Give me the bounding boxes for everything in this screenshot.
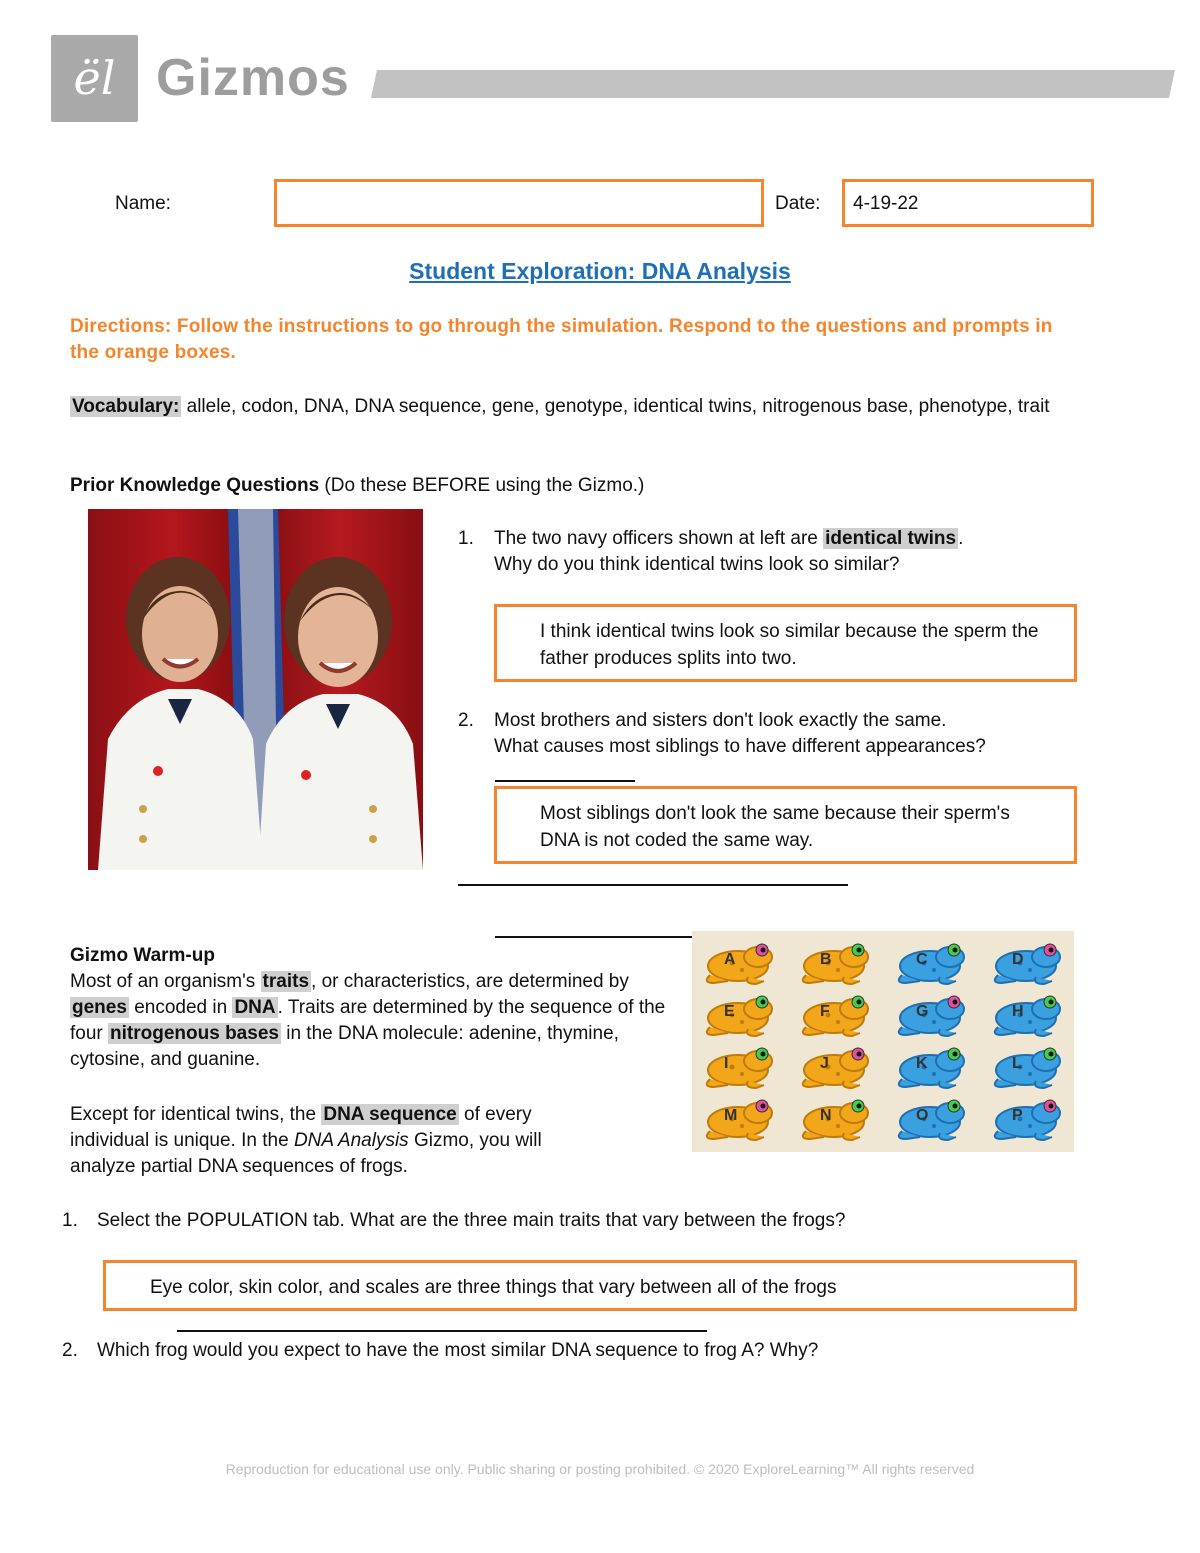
frog-a — [698, 939, 778, 985]
frog-l — [986, 1043, 1066, 1089]
frog-j — [794, 1043, 874, 1089]
frog-label: F — [820, 1003, 830, 1020]
answer-rule — [458, 884, 848, 886]
prior-q2 — [494, 708, 1084, 760]
frog-label: N — [820, 1107, 832, 1124]
frog-c — [890, 939, 970, 985]
logo-glyph: ël — [73, 51, 116, 105]
prior-answer-1-box[interactable] — [494, 604, 1077, 682]
name-field[interactable] — [274, 179, 764, 227]
frog-d — [986, 939, 1066, 985]
frog-label: O — [916, 1107, 929, 1124]
warmup-q2: Which frog would you expect to have the most similar DNA sequence to frog A? Why? — [97, 1340, 819, 1361]
frog-label: J — [820, 1055, 829, 1072]
warmup-paragraph-2 — [70, 1102, 610, 1180]
frog-b — [794, 939, 874, 985]
answer-rule — [495, 936, 692, 938]
frog-label: G — [916, 1003, 929, 1020]
vocabulary-list: allele, codon, DNA, DNA sequence, gene, genotype, identical twins, nitrogenous base, phenotype, trait — [181, 396, 1050, 417]
frog-label: E — [724, 1003, 735, 1020]
prior-q1-term: identical twins — [825, 528, 957, 549]
header-bar — [371, 70, 1175, 98]
frog-i — [698, 1043, 778, 1089]
prior-q1-line2: Why do you think identical twins look so similar? — [494, 554, 900, 575]
prior-q1-pre: The two navy officers shown at left are — [494, 528, 824, 549]
brand-name: Gizmos — [156, 49, 350, 107]
prior-note: (Do these BEFORE using the Gizmo.) — [319, 475, 645, 496]
date-field[interactable] — [842, 179, 1094, 227]
frog-m — [698, 1095, 778, 1141]
answer-rule — [495, 780, 635, 782]
warmup-text: Most of an organism's — [70, 971, 261, 992]
frog-label: L — [1012, 1055, 1022, 1072]
prior-heading: Prior Knowledge Questions — [70, 475, 320, 496]
date-label: Date: — [775, 193, 821, 214]
frog-label: I — [724, 1055, 729, 1072]
gizmo-name: DNA Analysis — [293, 1130, 409, 1151]
twins-photo — [88, 509, 423, 870]
frog-label: A — [724, 951, 736, 968]
warmup-text: encoded in — [128, 997, 233, 1018]
prior-answer-2-box[interactable] — [494, 786, 1077, 864]
warmup-answer-1-box[interactable] — [103, 1260, 1077, 1311]
prior-q2-line2: What causes most siblings to have different appearances? — [494, 736, 986, 757]
twins-illustration — [88, 509, 423, 870]
term-dna: DNA — [234, 997, 276, 1018]
warmup-answer-1: Eye color, skin color, and scales are three things that vary between all of the frogs — [150, 1277, 837, 1298]
directions: Directions: Follow the instructions to go through the simulation. Respond to the questions and prompts in the orange boxes. — [70, 316, 1053, 363]
name-label: Name: — [115, 193, 171, 214]
frog-f — [794, 991, 874, 1037]
frog-o — [890, 1095, 970, 1141]
prior-q1-number: 1. — [458, 528, 474, 549]
frog-n — [794, 1095, 874, 1141]
frog-label: D — [1012, 951, 1024, 968]
term-nitrogenous-bases: nitrogenous bases — [110, 1023, 279, 1044]
warmup-paragraph-1 — [70, 943, 678, 1073]
warmup-text: of every individual is unique. In the — [70, 1104, 532, 1151]
copyright-footer: Reproduction for educational use only. Public sharing or posting prohibited. © 2020 ExploreLearning™ All rights reserved — [225, 1461, 975, 1477]
prior-q2-line1: Most brothers and sisters don't look exactly the same. — [494, 710, 947, 731]
frog-label: H — [1012, 1003, 1024, 1020]
prior-q1 — [494, 526, 1084, 578]
prior-answer-1: I think identical twins look so similar because the sperm the father produces splits into two. — [540, 621, 1039, 669]
term-genes: genes — [72, 997, 127, 1018]
page-title: Student Exploration: DNA Analysis — [409, 258, 791, 284]
prior-q2-number: 2. — [458, 710, 474, 731]
frog-e — [698, 991, 778, 1037]
prior-answer-2: Most siblings don't look the same because their sperm's DNA is not coded the same way. — [540, 803, 1010, 851]
frog-label: P — [1012, 1107, 1023, 1124]
warmup-q2-number: 2. — [62, 1340, 78, 1361]
warmup-text: Except for identical twins, the — [70, 1104, 322, 1125]
frog-population-image — [692, 931, 1074, 1152]
frog-label: M — [724, 1107, 738, 1124]
warmup-text: , or characteristics, are determined by — [311, 971, 629, 992]
warmup-q1: Select the POPULATION tab. What are the three main traits that vary between the frogs? — [97, 1210, 846, 1231]
term-traits: traits — [262, 971, 310, 992]
warmup-heading: Gizmo Warm-up — [70, 945, 215, 966]
frog-label: B — [820, 951, 832, 968]
frog-label: K — [916, 1055, 928, 1072]
date-value: 4-19-22 — [853, 193, 919, 214]
prior-q1-post: . — [958, 528, 964, 549]
prior-knowledge-heading — [70, 473, 644, 499]
warmup-text: Gizmo, you will analyze partial DNA sequences of frogs. — [70, 1130, 542, 1177]
warmup-text: in the DNA molecule: adenine, thymine, cytosine, and guanine. — [70, 1023, 619, 1070]
vocabulary-label: Vocabulary: — [72, 396, 180, 417]
frog-h — [986, 991, 1066, 1037]
answer-rule — [177, 1330, 707, 1332]
warmup-text: . Traits are determined by the sequence of the four — [70, 997, 666, 1044]
frog-k — [890, 1043, 970, 1089]
warmup-q1-number: 1. — [62, 1210, 78, 1231]
frog-p — [986, 1095, 1066, 1141]
vocabulary — [70, 394, 1070, 420]
frog-label: C — [916, 951, 928, 968]
term-dna-sequence: DNA sequence — [323, 1104, 457, 1125]
frog-g — [890, 991, 970, 1037]
